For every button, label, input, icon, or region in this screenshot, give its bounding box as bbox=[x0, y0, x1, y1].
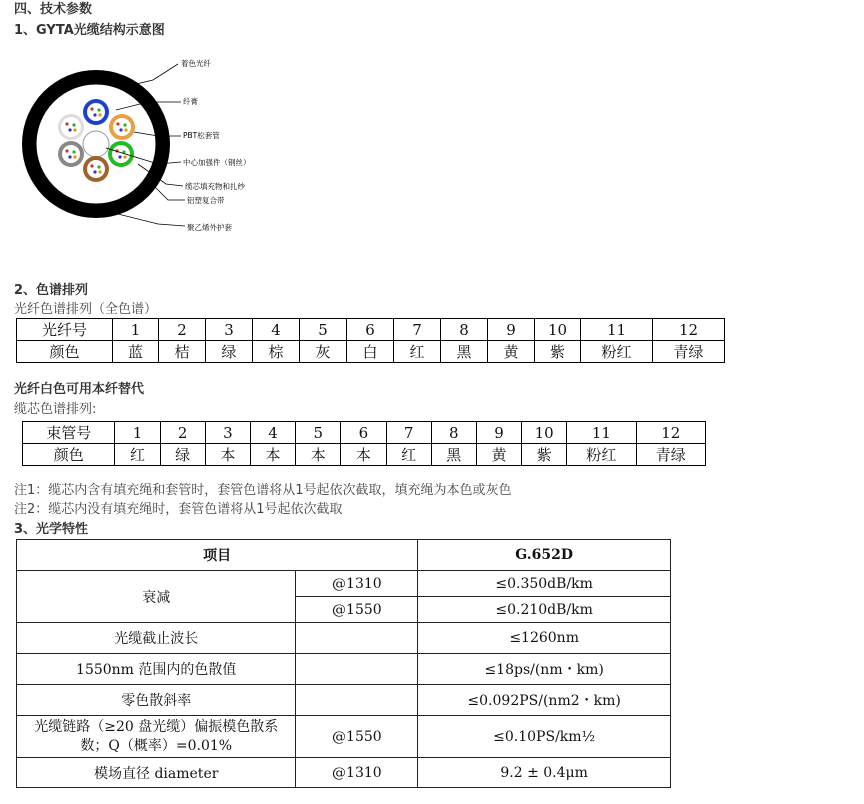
table-cell: 1 bbox=[115, 422, 160, 444]
attenuation-label: 衰减 bbox=[17, 571, 296, 623]
tube-caption: 缆芯色谱排列: bbox=[14, 402, 97, 417]
table-cell: 粉红 bbox=[567, 444, 636, 466]
tube-gray bbox=[58, 141, 84, 167]
fiber-number-header: 光纤号 bbox=[17, 319, 113, 341]
cable-cross-section-diagram bbox=[18, 52, 278, 252]
table-row bbox=[17, 571, 671, 597]
table-cell: @1550 bbox=[296, 597, 418, 623]
label-filler-binder: 缆芯填充物和扎纱 bbox=[185, 182, 245, 191]
label-colored-fiber: 着色光纤 bbox=[181, 59, 211, 68]
table-cell: 绿 bbox=[160, 444, 205, 466]
table-cell: @1550 bbox=[296, 716, 418, 758]
label-aluminum-tape: 铝塑复合带 bbox=[187, 196, 225, 205]
table-cell: 本 bbox=[296, 444, 341, 466]
table-cell: 12 bbox=[636, 422, 705, 444]
tube-white bbox=[58, 114, 84, 140]
table-cell: ≤0.10PS/km½ bbox=[418, 716, 671, 758]
structure-title: 1、GYTA光缆结构示意图 bbox=[14, 23, 165, 38]
optical-title: 3、光学特性 bbox=[14, 522, 89, 537]
table-cell: 7 bbox=[386, 422, 431, 444]
fiber-color-table bbox=[16, 318, 725, 363]
color-row-label: 颜色 bbox=[17, 341, 113, 363]
table-cell: 10 bbox=[535, 319, 581, 341]
table-row bbox=[17, 758, 671, 788]
tube-green bbox=[108, 141, 134, 167]
table-cell: 青绿 bbox=[636, 444, 705, 466]
table-cell: 11 bbox=[581, 319, 653, 341]
section-title: 四、技术参数 bbox=[14, 2, 93, 17]
table-cell: 红 bbox=[394, 341, 441, 363]
table-cell: 1 bbox=[113, 319, 159, 341]
table-cell: 紫 bbox=[522, 444, 567, 466]
label-central-member: 中心加强件（钢丝） bbox=[183, 158, 251, 167]
table-cell: 6 bbox=[341, 422, 386, 444]
table-cell: 11 bbox=[567, 422, 636, 444]
table-row bbox=[23, 444, 706, 466]
table-cell: 桔 bbox=[159, 341, 206, 363]
table-cell: 8 bbox=[441, 319, 488, 341]
tube-color-table bbox=[22, 421, 706, 466]
table-cell bbox=[296, 623, 418, 654]
label-fiber-gel: 纤膏 bbox=[183, 97, 198, 106]
table-cell: 6 bbox=[347, 319, 394, 341]
color-row-label: 颜色 bbox=[23, 444, 115, 466]
table-cell: 4 bbox=[250, 422, 295, 444]
table-cell bbox=[296, 654, 418, 685]
table-cell: 零色散斜率 bbox=[17, 685, 296, 716]
table-cell: 2 bbox=[160, 422, 205, 444]
optical-characteristics-table bbox=[16, 539, 671, 788]
table-cell: 本 bbox=[341, 444, 386, 466]
table-cell: 9 bbox=[476, 422, 521, 444]
table-cell: 4 bbox=[253, 319, 300, 341]
table-cell: 黄 bbox=[488, 341, 535, 363]
tube-orange bbox=[109, 114, 135, 140]
standard-header: G.652D bbox=[418, 540, 671, 571]
fiber-caption: 光纤色谱排列（全色谱） bbox=[14, 302, 158, 317]
table-cell: 本 bbox=[250, 444, 295, 466]
table-cell bbox=[296, 685, 418, 716]
note-2: 注2：缆芯内没有填充绳时，套管色谱将从1号起依次截取 bbox=[14, 502, 343, 517]
table-row bbox=[17, 654, 671, 685]
central-strength-member bbox=[83, 131, 109, 157]
table-cell: 9.2 ± 0.4μm bbox=[418, 758, 671, 788]
label-pbt-tube: PBT松套管 bbox=[183, 131, 220, 140]
table-cell: 2 bbox=[159, 319, 206, 341]
table-cell: ≤18ps/(nm・km) bbox=[418, 654, 671, 685]
item-header: 项目 bbox=[17, 540, 418, 571]
table-cell: 本 bbox=[205, 444, 250, 466]
tube-blue bbox=[83, 99, 109, 125]
table-cell: 12 bbox=[653, 319, 725, 341]
table-cell: 灰 bbox=[300, 341, 347, 363]
table-cell: 粉红 bbox=[581, 341, 653, 363]
table-cell: 黑 bbox=[431, 444, 476, 466]
table-cell: 3 bbox=[206, 319, 253, 341]
table-row bbox=[17, 623, 671, 654]
label-pe-jacket: 聚乙烯外护套 bbox=[187, 223, 232, 232]
note-1: 注1：缆芯内含有填充绳和套管时，套管色谱将从1号起依次截取，填充绳为本色或灰色 bbox=[14, 483, 512, 498]
table-cell: @1310 bbox=[296, 571, 418, 597]
table-cell: 5 bbox=[296, 422, 341, 444]
tube-brown bbox=[83, 156, 109, 182]
table-cell: 白 bbox=[347, 341, 394, 363]
table-cell: @1310 bbox=[296, 758, 418, 788]
table-cell: ≤0.350dB/km bbox=[418, 571, 671, 597]
table-cell: 黑 bbox=[441, 341, 488, 363]
table-row bbox=[17, 319, 725, 341]
table-cell: 蓝 bbox=[113, 341, 159, 363]
table-cell: 棕 bbox=[253, 341, 300, 363]
table-cell: 5 bbox=[300, 319, 347, 341]
table-row bbox=[23, 422, 706, 444]
white-fiber-note: 光纤白色可用本纤替代 bbox=[14, 382, 145, 397]
table-cell: 8 bbox=[431, 422, 476, 444]
table-cell: 光缆链路（≥20 盘光缆）偏振模色散系数；Q（概率）=0.01% bbox=[17, 716, 296, 758]
table-cell: 紫 bbox=[535, 341, 581, 363]
table-cell: 光缆截止波长 bbox=[17, 623, 296, 654]
table-cell: ≤1260nm bbox=[418, 623, 671, 654]
table-cell: 7 bbox=[394, 319, 441, 341]
spectrum-title: 2、色谱排列 bbox=[14, 283, 89, 298]
tube-number-header: 束管号 bbox=[23, 422, 115, 444]
table-cell: ≤0.210dB/km bbox=[418, 597, 671, 623]
table-row bbox=[17, 540, 671, 571]
table-cell: 10 bbox=[522, 422, 567, 444]
table-cell: ≤0.092PS/(nm2・km) bbox=[418, 685, 671, 716]
table-cell: 1550nm 范围内的色散值 bbox=[17, 654, 296, 685]
table-cell: 模场直径 diameter bbox=[17, 758, 296, 788]
table-row bbox=[17, 685, 671, 716]
table-cell: 绿 bbox=[206, 341, 253, 363]
table-cell: 9 bbox=[488, 319, 535, 341]
table-cell: 红 bbox=[386, 444, 431, 466]
table-cell: 红 bbox=[115, 444, 160, 466]
table-cell: 3 bbox=[205, 422, 250, 444]
table-row bbox=[17, 716, 671, 758]
table-cell: 黄 bbox=[476, 444, 521, 466]
table-cell: 青绿 bbox=[653, 341, 725, 363]
table-row bbox=[17, 341, 725, 363]
